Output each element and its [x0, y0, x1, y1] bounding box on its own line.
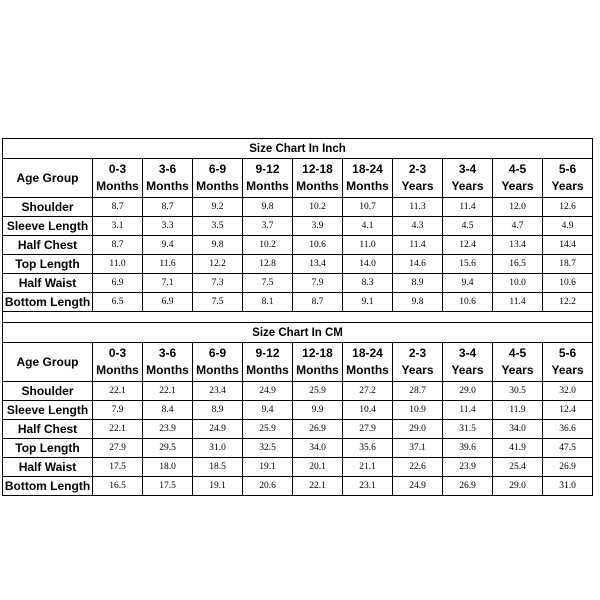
measurement-value: 9.2: [193, 198, 243, 217]
measurement-value: 23.9: [143, 420, 193, 439]
age-range: 3-6: [158, 346, 177, 360]
measurement-value: 8.4: [143, 401, 193, 420]
measurement-value: 8.9: [393, 274, 443, 293]
measurement-value: 9.4: [243, 401, 293, 420]
age-range: 2-3: [408, 162, 427, 176]
age-column-header: [143, 159, 193, 198]
age-unit: Months: [246, 363, 289, 377]
spacer-cell: [3, 312, 593, 323]
measurement-value: 18.7: [543, 255, 593, 274]
measurement-value: 11.4: [493, 293, 543, 312]
age-unit: Months: [96, 363, 139, 377]
measurement-label: Half Chest: [3, 420, 93, 439]
age-range: 3-4: [458, 162, 477, 176]
age-range: 5-6: [558, 346, 577, 360]
measurement-value: 34.0: [493, 420, 543, 439]
table-title-row: [3, 139, 593, 159]
measurement-value: 4.5: [443, 217, 493, 236]
measurement-value: 11.0: [93, 255, 143, 274]
measurement-value: 9.8: [393, 293, 443, 312]
measurement-value: 10.6: [543, 274, 593, 293]
measurement-value: 8.7: [143, 198, 193, 217]
measurement-value: 8.3: [343, 274, 393, 293]
measurement-value: 47.5: [543, 439, 593, 458]
measurement-value: 8.7: [293, 293, 343, 312]
measurement-value: 14.4: [543, 236, 593, 255]
age-range: 9-12: [255, 346, 280, 360]
measurement-value: 25.9: [243, 420, 293, 439]
table-row: [3, 477, 593, 496]
header-row: [3, 343, 593, 382]
measurement-value: 12.4: [543, 401, 593, 420]
measurement-value: 29.5: [143, 439, 193, 458]
measurement-value: 29.0: [393, 420, 443, 439]
measurement-value: 6.9: [143, 293, 193, 312]
age-column-header: [393, 343, 443, 382]
measurement-value: 7.3: [193, 274, 243, 293]
measurement-value: 25.4: [493, 458, 543, 477]
age-range: 6-9: [208, 346, 227, 360]
measurement-value: 8.7: [93, 198, 143, 217]
table-row: [3, 217, 593, 236]
measurement-value: 32.5: [243, 439, 293, 458]
measurement-label: Bottom Length: [3, 477, 93, 496]
table-row: [3, 255, 593, 274]
measurement-value: 9.9: [293, 401, 343, 420]
measurement-value: 34.0: [293, 439, 343, 458]
measurement-value: 9.4: [443, 274, 493, 293]
measurement-value: 7.5: [243, 274, 293, 293]
age-unit: Months: [296, 179, 339, 193]
age-unit: Years: [551, 363, 584, 377]
measurement-value: 3.3: [143, 217, 193, 236]
measurement-value: 27.9: [93, 439, 143, 458]
age-unit: Years: [401, 179, 434, 193]
table-row: [3, 420, 593, 439]
age-range: 5-6: [558, 162, 577, 176]
measurement-value: 36.6: [543, 420, 593, 439]
measurement-value: 9.8: [243, 198, 293, 217]
age-column-header: [193, 343, 243, 382]
measurement-value: 3.1: [93, 217, 143, 236]
measurement-value: 10.0: [493, 274, 543, 293]
measurement-value: 31.0: [193, 439, 243, 458]
measurement-value: 8.7: [93, 236, 143, 255]
age-range: 0-3: [108, 346, 127, 360]
measurement-value: 15.6: [443, 255, 493, 274]
measurement-value: 25.9: [293, 382, 343, 401]
measurement-value: 31.0: [543, 477, 593, 496]
age-range: 3-6: [158, 162, 177, 176]
measurement-value: 11.4: [443, 198, 493, 217]
measurement-value: 9.1: [343, 293, 393, 312]
measurement-value: 23.4: [193, 382, 243, 401]
age-range: 12-18: [302, 162, 333, 176]
header-row: [3, 159, 593, 198]
measurement-value: 35.6: [343, 439, 393, 458]
age-unit: Years: [501, 179, 534, 193]
measurement-value: 11.9: [493, 401, 543, 420]
measurement-value: 11.3: [393, 198, 443, 217]
table-row: [3, 382, 593, 401]
age-column-header: [443, 343, 493, 382]
measurement-value: 31.5: [443, 420, 493, 439]
measurement-label: Top Length: [3, 439, 93, 458]
measurement-label: Half Waist: [3, 458, 93, 477]
age-unit: Years: [551, 179, 584, 193]
measurement-value: 10.2: [243, 236, 293, 255]
measurement-value: 9.8: [193, 236, 243, 255]
age-column-header: [543, 159, 593, 198]
age-group-header: Age Group: [3, 159, 93, 198]
table-row: [3, 198, 593, 217]
age-unit: Years: [401, 363, 434, 377]
age-unit: Years: [451, 363, 484, 377]
age-unit: Months: [196, 179, 239, 193]
measurement-label: Bottom Length: [3, 293, 93, 312]
measurement-value: 41.9: [493, 439, 543, 458]
measurement-value: 22.1: [93, 420, 143, 439]
age-column-header: [493, 343, 543, 382]
measurement-value: 19.1: [243, 458, 293, 477]
measurement-value: 6.5: [93, 293, 143, 312]
table-row: [3, 401, 593, 420]
age-range: 2-3: [408, 346, 427, 360]
measurement-value: 24.9: [193, 420, 243, 439]
measurement-value: 27.9: [343, 420, 393, 439]
table-row: [3, 439, 593, 458]
measurement-value: 4.1: [343, 217, 393, 236]
measurement-value: 29.0: [443, 382, 493, 401]
measurement-value: 11.0: [343, 236, 393, 255]
measurement-value: 16.5: [493, 255, 543, 274]
measurement-value: 23.1: [343, 477, 393, 496]
measurement-value: 18.0: [143, 458, 193, 477]
age-range: 6-9: [208, 162, 227, 176]
measurement-value: 17.5: [93, 458, 143, 477]
measurement-value: 20.6: [243, 477, 293, 496]
measurement-value: 4.3: [393, 217, 443, 236]
table-title-row: [3, 323, 593, 343]
age-column-header: [293, 343, 343, 382]
measurement-value: 22.1: [293, 477, 343, 496]
measurement-value: 8.9: [193, 401, 243, 420]
measurement-value: 27.2: [343, 382, 393, 401]
measurement-value: 13.4: [293, 255, 343, 274]
age-range: 12-18: [302, 346, 333, 360]
age-column-header: [343, 159, 393, 198]
measurement-label: Sleeve Length: [3, 217, 93, 236]
measurement-label: Half Waist: [3, 274, 93, 293]
table-title: Size Chart In Inch: [3, 139, 593, 159]
measurement-value: 12.0: [493, 198, 543, 217]
measurement-label: Half Chest: [3, 236, 93, 255]
measurement-value: 13.4: [493, 236, 543, 255]
measurement-value: 22.1: [143, 382, 193, 401]
age-column-header: [393, 159, 443, 198]
age-column-header: [243, 159, 293, 198]
measurement-label: Top Length: [3, 255, 93, 274]
age-column-header: [243, 343, 293, 382]
size-chart-sheet: [2, 138, 598, 496]
age-column-header: [493, 159, 543, 198]
age-range: 18-24: [352, 346, 383, 360]
measurement-label: Sleeve Length: [3, 401, 93, 420]
measurement-value: 26.9: [293, 420, 343, 439]
table-row: [3, 274, 593, 293]
age-unit: Years: [451, 179, 484, 193]
measurement-value: 10.2: [293, 198, 343, 217]
measurement-value: 9.4: [143, 236, 193, 255]
age-unit: Months: [346, 179, 389, 193]
age-unit: Years: [501, 363, 534, 377]
measurement-value: 12.2: [193, 255, 243, 274]
age-group-header: Age Group: [3, 343, 93, 382]
measurement-value: 24.9: [393, 477, 443, 496]
age-unit: Months: [146, 179, 189, 193]
age-unit: Months: [346, 363, 389, 377]
measurement-value: 19.1: [193, 477, 243, 496]
measurement-value: 17.5: [143, 477, 193, 496]
age-column-header: [93, 159, 143, 198]
measurement-value: 11.6: [143, 255, 193, 274]
age-column-header: [193, 159, 243, 198]
measurement-label: Shoulder: [3, 382, 93, 401]
age-column-header: [543, 343, 593, 382]
measurement-value: 24.9: [243, 382, 293, 401]
measurement-label: Shoulder: [3, 198, 93, 217]
measurement-value: 10.4: [343, 401, 393, 420]
measurement-value: 3.5: [193, 217, 243, 236]
measurement-value: 22.6: [393, 458, 443, 477]
measurement-value: 7.9: [93, 401, 143, 420]
measurement-value: 12.8: [243, 255, 293, 274]
age-unit: Months: [196, 363, 239, 377]
age-range: 18-24: [352, 162, 383, 176]
measurement-value: 10.6: [293, 236, 343, 255]
measurement-value: 18.5: [193, 458, 243, 477]
table-row: [3, 236, 593, 255]
age-column-header: [93, 343, 143, 382]
age-range: 9-12: [255, 162, 280, 176]
measurement-value: 10.7: [343, 198, 393, 217]
table-row: [3, 458, 593, 477]
age-unit: Months: [96, 179, 139, 193]
measurement-value: 32.0: [543, 382, 593, 401]
age-unit: Months: [296, 363, 339, 377]
table-title: Size Chart In CM: [3, 323, 593, 343]
age-column-header: [443, 159, 493, 198]
measurement-value: 22.1: [93, 382, 143, 401]
measurement-value: 30.5: [493, 382, 543, 401]
age-column-header: [293, 159, 343, 198]
age-range: 4-5: [508, 346, 527, 360]
measurement-value: 12.4: [443, 236, 493, 255]
measurement-value: 7.5: [193, 293, 243, 312]
table-spacer: [3, 312, 593, 323]
measurement-value: 16.5: [93, 477, 143, 496]
measurement-value: 6.9: [93, 274, 143, 293]
measurement-value: 29.0: [493, 477, 543, 496]
measurement-value: 14.6: [393, 255, 443, 274]
age-column-header: [143, 343, 193, 382]
measurement-value: 12.6: [543, 198, 593, 217]
measurement-value: 4.7: [493, 217, 543, 236]
measurement-value: 39.6: [443, 439, 493, 458]
measurement-value: 3.7: [243, 217, 293, 236]
measurement-value: 11.4: [443, 401, 493, 420]
age-unit: Months: [146, 363, 189, 377]
measurement-value: 14.0: [343, 255, 393, 274]
measurement-value: 7.9: [293, 274, 343, 293]
table-row: [3, 293, 593, 312]
age-range: 0-3: [108, 162, 127, 176]
measurement-value: 11.4: [393, 236, 443, 255]
measurement-value: 26.9: [443, 477, 493, 496]
measurement-value: 21.1: [343, 458, 393, 477]
measurement-value: 10.6: [443, 293, 493, 312]
measurement-value: 4.9: [543, 217, 593, 236]
measurement-value: 7.1: [143, 274, 193, 293]
age-unit: Months: [246, 179, 289, 193]
age-column-header: [343, 343, 393, 382]
measurement-value: 3.9: [293, 217, 343, 236]
measurement-value: 10.9: [393, 401, 443, 420]
measurement-value: 20.1: [293, 458, 343, 477]
measurement-value: 28.7: [393, 382, 443, 401]
measurement-value: 12.2: [543, 293, 593, 312]
age-range: 4-5: [508, 162, 527, 176]
size-chart-table: [2, 138, 593, 496]
measurement-value: 26.9: [543, 458, 593, 477]
measurement-value: 37.1: [393, 439, 443, 458]
measurement-value: 23.9: [443, 458, 493, 477]
age-range: 3-4: [458, 346, 477, 360]
measurement-value: 8.1: [243, 293, 293, 312]
